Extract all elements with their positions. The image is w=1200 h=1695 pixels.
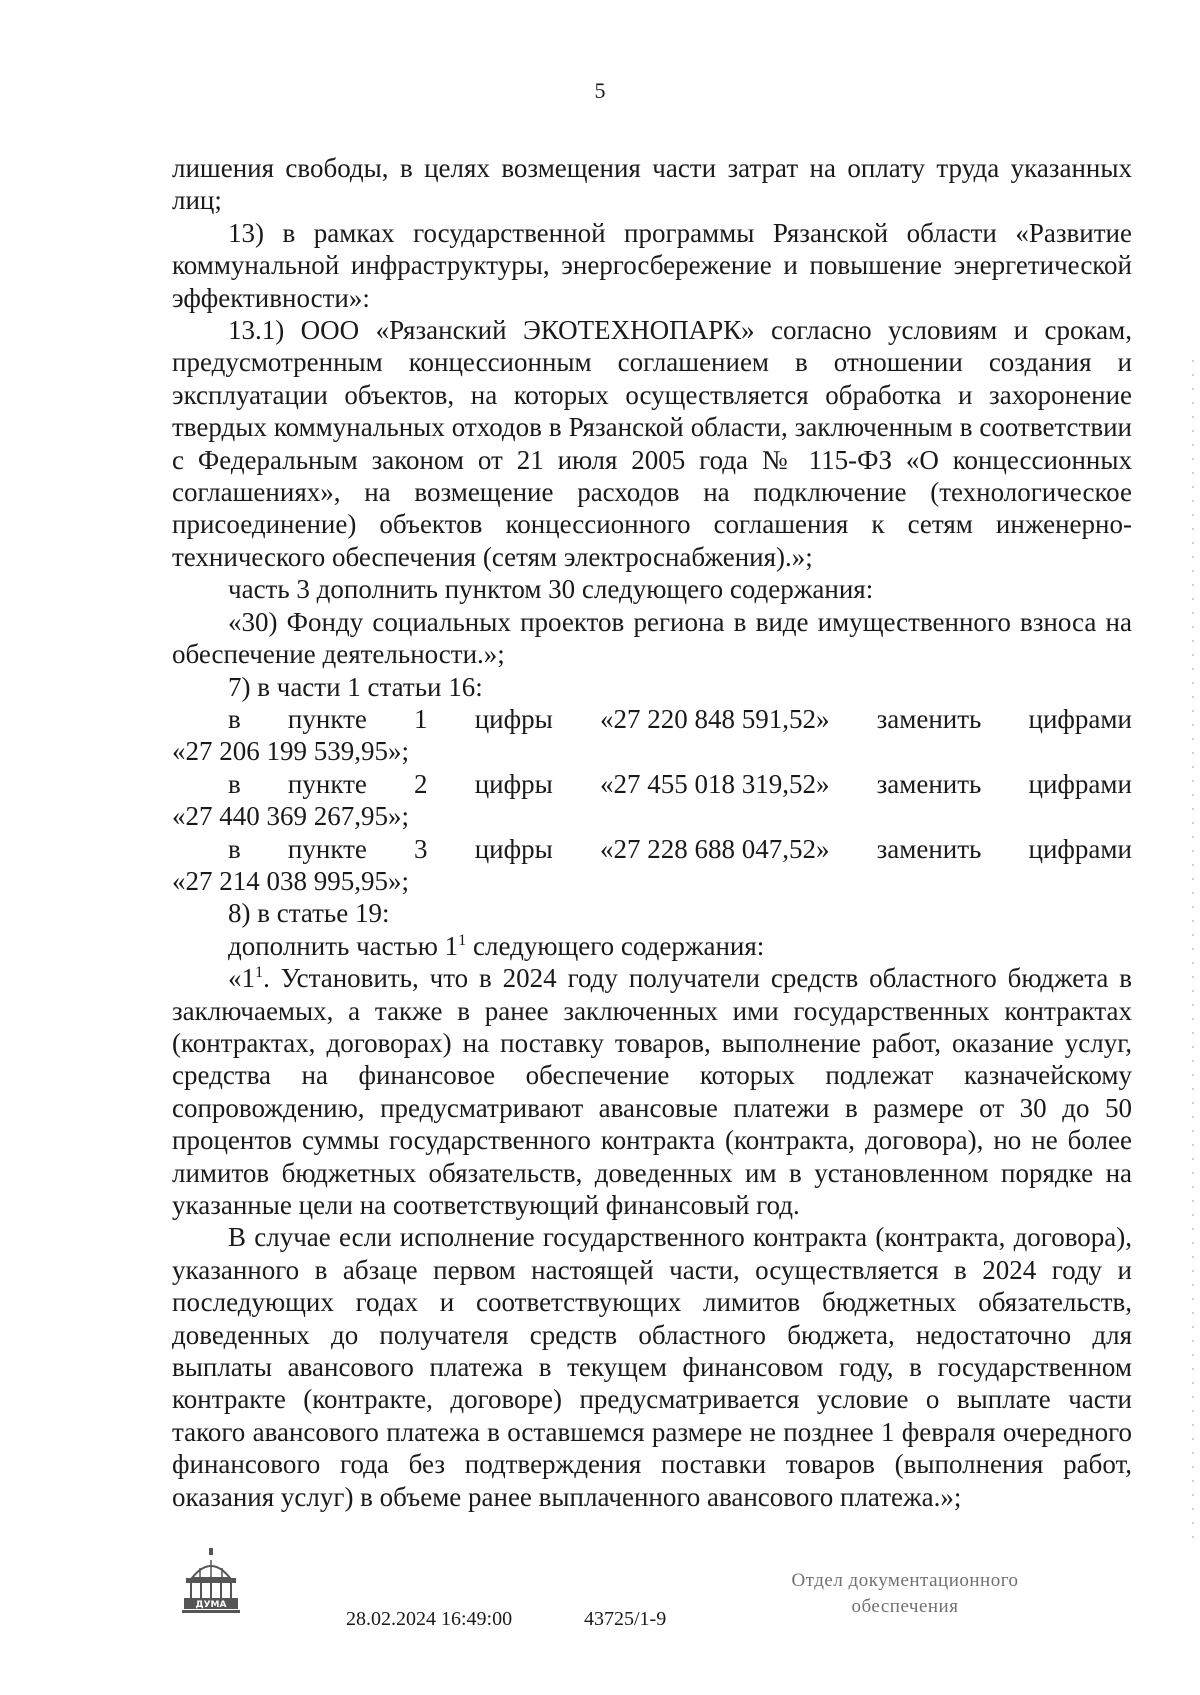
old-amount: «27 220 848 591,52»	[599, 703, 830, 734]
superscript: 1	[255, 963, 264, 982]
replacement-item-2	[172, 768, 1132, 833]
document-body	[172, 152, 1132, 1513]
paragraph-3: 13.1) ООО «Рязанский ЭКОТЕХНОПАРК» согласно условиям и срокам, предусмотренным концессионным соглашением в отношении создания и эксплуатации объектов, на которых осуществляется обработка и захоронение твердых коммунальных отходов в Рязанской области, заключенным в соответствии с Федеральным законом от 21 июля 2005 года № 115-ФЗ «О концессионных соглашениях», на возмещение расходов на подключение (технологическое присоединение) объектов концессионного соглашения к сетям инженерно-технического обеспечения (сетям электроснабжения).»;	[172, 315, 1132, 572]
superscript: 1	[458, 930, 467, 949]
paragraph-6: 7) в части 1 статьи 16:	[228, 671, 483, 702]
footer-date: 28.02.2024 16:49:00	[346, 1608, 513, 1630]
paragraph-4: часть 3 дополнить пунктом 30 следующего содержания:	[228, 574, 874, 605]
repl-word: в	[228, 833, 241, 864]
text-run: . Установить, что в 2024 году получатели средств областного бюджета в заключаемых, а также в ранее заключенных ими государственных контрактах (контрактах, договорах) на поставку товаров, выполнение работ, оказание услуг, средства на финансовое обеспечение которых подлежат казначейскому сопровождению, предусматривают авансовые платежи в размере от 30 до 50 процентов суммы государственного контракта (контракта, договора), но не более лимитов бюджетных обязательств, доведенных им в установленном порядке на указанные цели на соответствующий финансовый год.	[172, 963, 1132, 1220]
repl-word: в	[228, 768, 241, 799]
repl-word: цифры	[474, 703, 553, 734]
repl-word: цифры	[474, 768, 553, 799]
replacement-item-1	[172, 703, 1132, 768]
stamp-line-2: обеспечения	[851, 1596, 959, 1617]
text-run: следующего содержания:	[466, 930, 765, 961]
repl-word: пункте	[287, 703, 367, 734]
paragraph-5: «30) Фонду социальных проектов региона в виде имущественного взноса на обеспечение деятельности.»;	[172, 606, 1132, 670]
department-stamp	[750, 1568, 1060, 1620]
stamp-line-1: Отдел документационного	[791, 1570, 1019, 1591]
repl-word: в	[228, 703, 241, 734]
repl-word: заменить	[876, 768, 982, 799]
repl-word: заменить	[876, 703, 982, 734]
page-number: 5	[594, 78, 606, 103]
repl-word: заменить	[876, 833, 982, 864]
paragraph-8	[172, 930, 1132, 962]
repl-word: цифрами	[1028, 703, 1132, 734]
duma-building-logo	[180, 1548, 242, 1618]
text-run: «1	[228, 963, 255, 994]
repl-word: 2	[414, 768, 428, 799]
paragraph-9	[172, 962, 1132, 1221]
paragraph-10: В случае если исполнение государственного контракта (контракта, договора), указанного в абзаце первом настоящей части, осуществляется в 2024 году и последующих годах и соответствующих лимитов бюджетных обязательств, доведенных до получателя средств областного бюджета, недостаточно для выплаты авансового платежа в текущем финансовом году, в государственном контракте (контракте, договоре) предусматривается условие о выплате части такого авансового платежа в оставшемся размере не позднее 1 февраля очередного финансового года без подтверждения поставки товаров (выполнения работ, оказания услуг) в объеме ранее выплаченного авансового платежа.»;	[172, 1222, 1132, 1512]
replacement-item-3	[172, 833, 1132, 898]
paragraph-1: лишения свободы, в целях возмещения части затрат на оплату труда указанных лиц;	[172, 153, 1132, 216]
logo-caption: ДУМА	[195, 1600, 227, 1610]
paragraph-2: 13) в рамках государственной программы Рязанской области «Развитие коммунальной инфраструктуры, энергосбережение и повышение энергетической эффективности»:	[172, 217, 1132, 313]
repl-word: 1	[414, 703, 428, 734]
repl-word: цифры	[474, 833, 553, 864]
scan-edge-marks	[1192, 360, 1194, 1540]
paragraph-7: 8) в статье 19:	[228, 898, 390, 929]
new-amount: «27 440 369 267,95»;	[172, 801, 410, 832]
repl-word: пункте	[287, 833, 367, 864]
repl-word: 3	[414, 833, 428, 864]
repl-word: пункте	[287, 768, 367, 799]
footer-doc-number: 43725/1-9	[584, 1608, 667, 1630]
new-amount: «27 206 199 539,95»;	[172, 736, 410, 767]
repl-word: цифрами	[1028, 833, 1132, 864]
repl-word: цифрами	[1028, 768, 1132, 799]
page-footer	[0, 1540, 1200, 1650]
text-run: дополнить частью 1	[228, 930, 459, 961]
old-amount: «27 228 688 047,52»	[599, 833, 830, 864]
new-amount: «27 214 038 995,95»;	[172, 865, 410, 896]
old-amount: «27 455 018 319,52»	[599, 768, 830, 799]
